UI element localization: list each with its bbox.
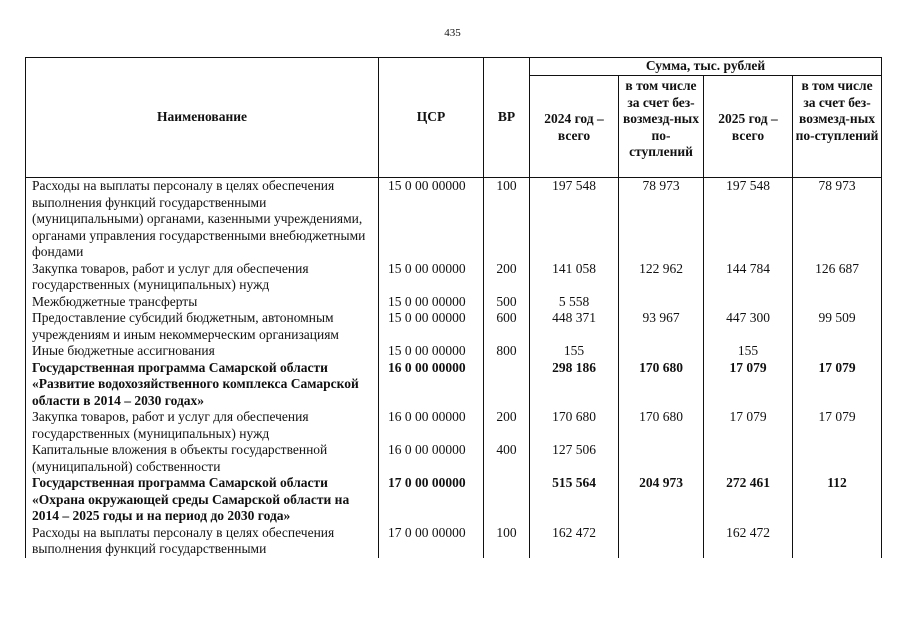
table-row [26,525,882,558]
cell-2024-total: 141 058 [530,261,619,294]
table-row [26,343,882,360]
cell-csr: 16 0 00 00000 [379,409,484,442]
cell-2024-total: 298 186 [530,360,619,410]
header-csr: ЦСР [379,58,484,178]
cell-csr: 15 0 00 00000 [379,294,484,311]
cell-csr: 17 0 00 00000 [379,525,484,558]
cell-vr: 500 [484,294,530,311]
cell-vr: 100 [484,525,530,558]
cell-2025-total [704,294,793,311]
cell-2024-free [619,343,704,360]
table-header [26,58,882,178]
cell-name: Государственная программа Самарской области «Охрана окружающей среды Самарской области на 2014 – 2025 годы и на период до 2030 года» [26,475,379,525]
table-row [26,409,882,442]
cell-name: Капитальные вложения в объекты государственной (муниципальной) собственности [26,442,379,475]
table-row [26,294,882,311]
header-sum-group: Сумма, тыс. рублей [530,58,882,76]
cell-2024-free: 170 680 [619,409,704,442]
cell-name: Расходы на выплаты персоналу в целях обеспечения выполнения функций государственными (муниципальными) органами, казенными учреждениями, органами управления государственными внебюджетными фондами [26,178,379,261]
cell-2025-total [704,442,793,475]
cell-csr: 17 0 00 00000 [379,475,484,525]
cell-name: Предоставление субсидий бюджетным, автономным учреждениям и иным некоммерческим организациям [26,310,379,343]
table-body [26,178,882,558]
cell-2025-total: 155 [704,343,793,360]
header-2025-free: в том числе за счет без-возмезд-ных по-ступлений [793,76,882,178]
cell-2025-total: 162 472 [704,525,793,558]
header-2024-free: в том числе за счет без-возмезд-ных по-ступлений [619,76,704,178]
cell-vr: 400 [484,442,530,475]
cell-2024-total: 127 506 [530,442,619,475]
cell-name: Государственная программа Самарской области «Развитие водохозяйственного комплекса Самарской области в 2014 – 2030 годах» [26,360,379,410]
cell-2025-total: 17 079 [704,360,793,410]
header-2024-total: 2024 год – всего [530,76,619,178]
cell-2025-free: 17 079 [793,360,882,410]
cell-2024-total: 155 [530,343,619,360]
cell-vr: 600 [484,310,530,343]
cell-2025-total: 17 079 [704,409,793,442]
cell-2025-free: 78 973 [793,178,882,261]
cell-2025-total: 272 461 [704,475,793,525]
header-name: Наименование [26,58,379,178]
cell-2024-free: 78 973 [619,178,704,261]
cell-2024-free [619,442,704,475]
cell-2024-free [619,294,704,311]
cell-2024-total: 5 558 [530,294,619,311]
cell-csr: 15 0 00 00000 [379,178,484,261]
cell-2024-total: 448 371 [530,310,619,343]
cell-2025-free [793,294,882,311]
cell-2025-free: 99 509 [793,310,882,343]
cell-vr: 200 [484,409,530,442]
header-2025-total: 2025 год – всего [704,76,793,178]
cell-csr: 15 0 00 00000 [379,343,484,360]
table-row [26,310,882,343]
cell-2024-free [619,525,704,558]
cell-2024-free: 204 973 [619,475,704,525]
cell-vr: 800 [484,343,530,360]
cell-name: Расходы на выплаты персоналу в целях обеспечения выполнения функций государственными [26,525,379,558]
cell-2025-free [793,525,882,558]
cell-2024-total: 162 472 [530,525,619,558]
table-row [26,475,882,525]
cell-name: Закупка товаров, работ и услуг для обеспечения государственных (муниципальных) нужд [26,409,379,442]
cell-2024-total: 170 680 [530,409,619,442]
cell-2025-total: 197 548 [704,178,793,261]
table-row [26,360,882,410]
cell-vr: 200 [484,261,530,294]
page-number: 435 [444,27,461,39]
budget-table [25,57,882,558]
cell-name: Межбюджетные трансферты [26,294,379,311]
cell-2024-total: 515 564 [530,475,619,525]
cell-csr: 15 0 00 00000 [379,261,484,294]
cell-2024-free: 122 962 [619,261,704,294]
cell-2024-free: 93 967 [619,310,704,343]
cell-2025-total: 447 300 [704,310,793,343]
cell-name: Иные бюджетные ассигнования [26,343,379,360]
table-row [26,442,882,475]
cell-vr: 100 [484,178,530,261]
header-vr: ВР [484,58,530,178]
cell-2024-free: 170 680 [619,360,704,410]
cell-vr [484,475,530,525]
table-row [26,261,882,294]
cell-2025-total: 144 784 [704,261,793,294]
cell-2024-total: 197 548 [530,178,619,261]
cell-name: Закупка товаров, работ и услуг для обеспечения государственных (муниципальных) нужд [26,261,379,294]
cell-2025-free [793,343,882,360]
cell-2025-free [793,442,882,475]
cell-csr: 15 0 00 00000 [379,310,484,343]
cell-csr: 16 0 00 00000 [379,442,484,475]
cell-2025-free: 112 [793,475,882,525]
table-row [26,178,882,261]
cell-csr: 16 0 00 00000 [379,360,484,410]
cell-vr [484,360,530,410]
cell-2025-free: 17 079 [793,409,882,442]
cell-2025-free: 126 687 [793,261,882,294]
